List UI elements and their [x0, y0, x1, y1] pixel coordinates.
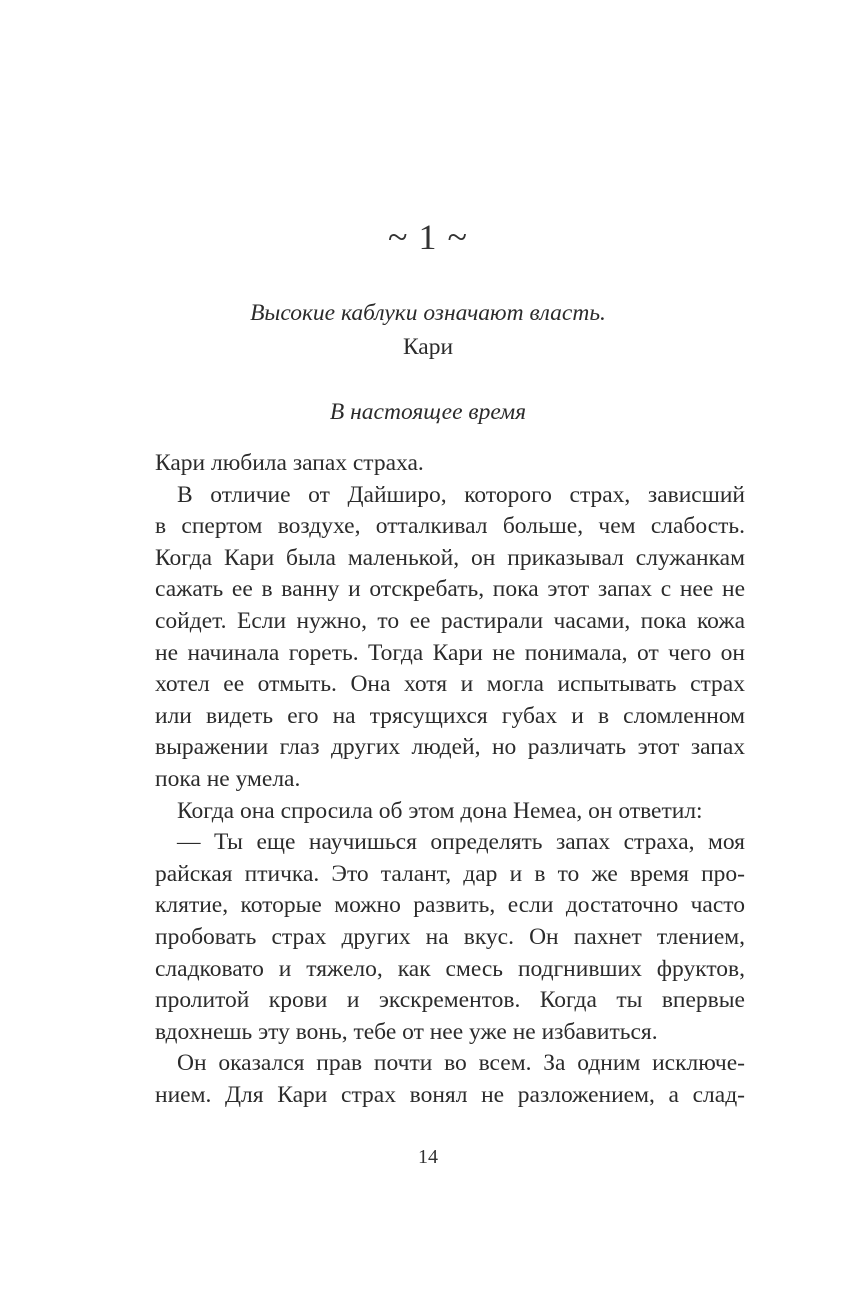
paragraph: [155, 480, 745, 796]
text-line: вдохнешь эту вонь, тебе от нее уже не избавиться.: [155, 1018, 658, 1045]
text-line: пролитой крови и экскрементов. Когда ты впервые: [155, 987, 745, 1014]
paragraph: [155, 796, 745, 828]
epigraph-quote: Высокие каблуки означают власть.: [250, 300, 606, 326]
text-line: нием. Для Кари страх вонял не разложением, а слад-: [155, 1081, 745, 1108]
text-line: Он оказался прав почти во всем. За одним исключе-: [177, 1050, 745, 1077]
text-line: сойдет. Если нужно, то ее растирали часами, пока кожа: [155, 607, 745, 634]
text-line: хотел ее отмыть. Она хотя и могла испытывать страх: [155, 671, 745, 698]
epigraph: [0, 296, 856, 364]
text-line: сажать ее в ванну и отскребать, пока этот запах с нее не: [155, 576, 745, 603]
text-line: райская птичка. Это талант, дар и в то же время про-: [155, 860, 745, 887]
text-line: пробовать страх других на вкус. Он пахнет тлением,: [155, 923, 745, 950]
text-line: в спертом воздухе, отталкивал больше, чем слабость.: [155, 513, 745, 540]
text-line: выражении глаз других людей, но различать этот запах: [155, 734, 745, 761]
text-line: Кари любила запах страха.: [155, 450, 424, 476]
paragraph: [155, 448, 745, 480]
text-line: пока не умела.: [155, 765, 301, 792]
text-line: Когда Кари была маленькой, он приказывал служанкам: [155, 544, 745, 571]
text-line: В отличие от Дайширо, которого страх, зависший: [177, 481, 745, 508]
paragraph: [155, 827, 745, 1048]
chapter-number: ~ 1 ~: [388, 217, 468, 257]
text-line: сладковато и тяжело, как смесь подгнивших фруктов,: [155, 955, 745, 982]
body-text: [155, 448, 745, 1111]
text-line: не начинала гореть. Тогда Кари не понимала, от чего он: [155, 639, 745, 666]
text-line: или видеть его на трясущихся губах и в сломленном: [155, 702, 745, 729]
page-number: 14: [418, 1146, 438, 1168]
time-subheading: В настоящее время: [329, 399, 527, 425]
epigraph-author: Кари: [402, 334, 454, 360]
paragraph: [155, 1048, 745, 1111]
text-line: клятие, которые можно развить, если достаточно часто: [155, 892, 745, 919]
text-line: Когда она спросила об этом дона Немеа, он ответил:: [177, 797, 703, 824]
text-line: — Ты еще научишься определять запах страха, моя: [177, 829, 745, 856]
